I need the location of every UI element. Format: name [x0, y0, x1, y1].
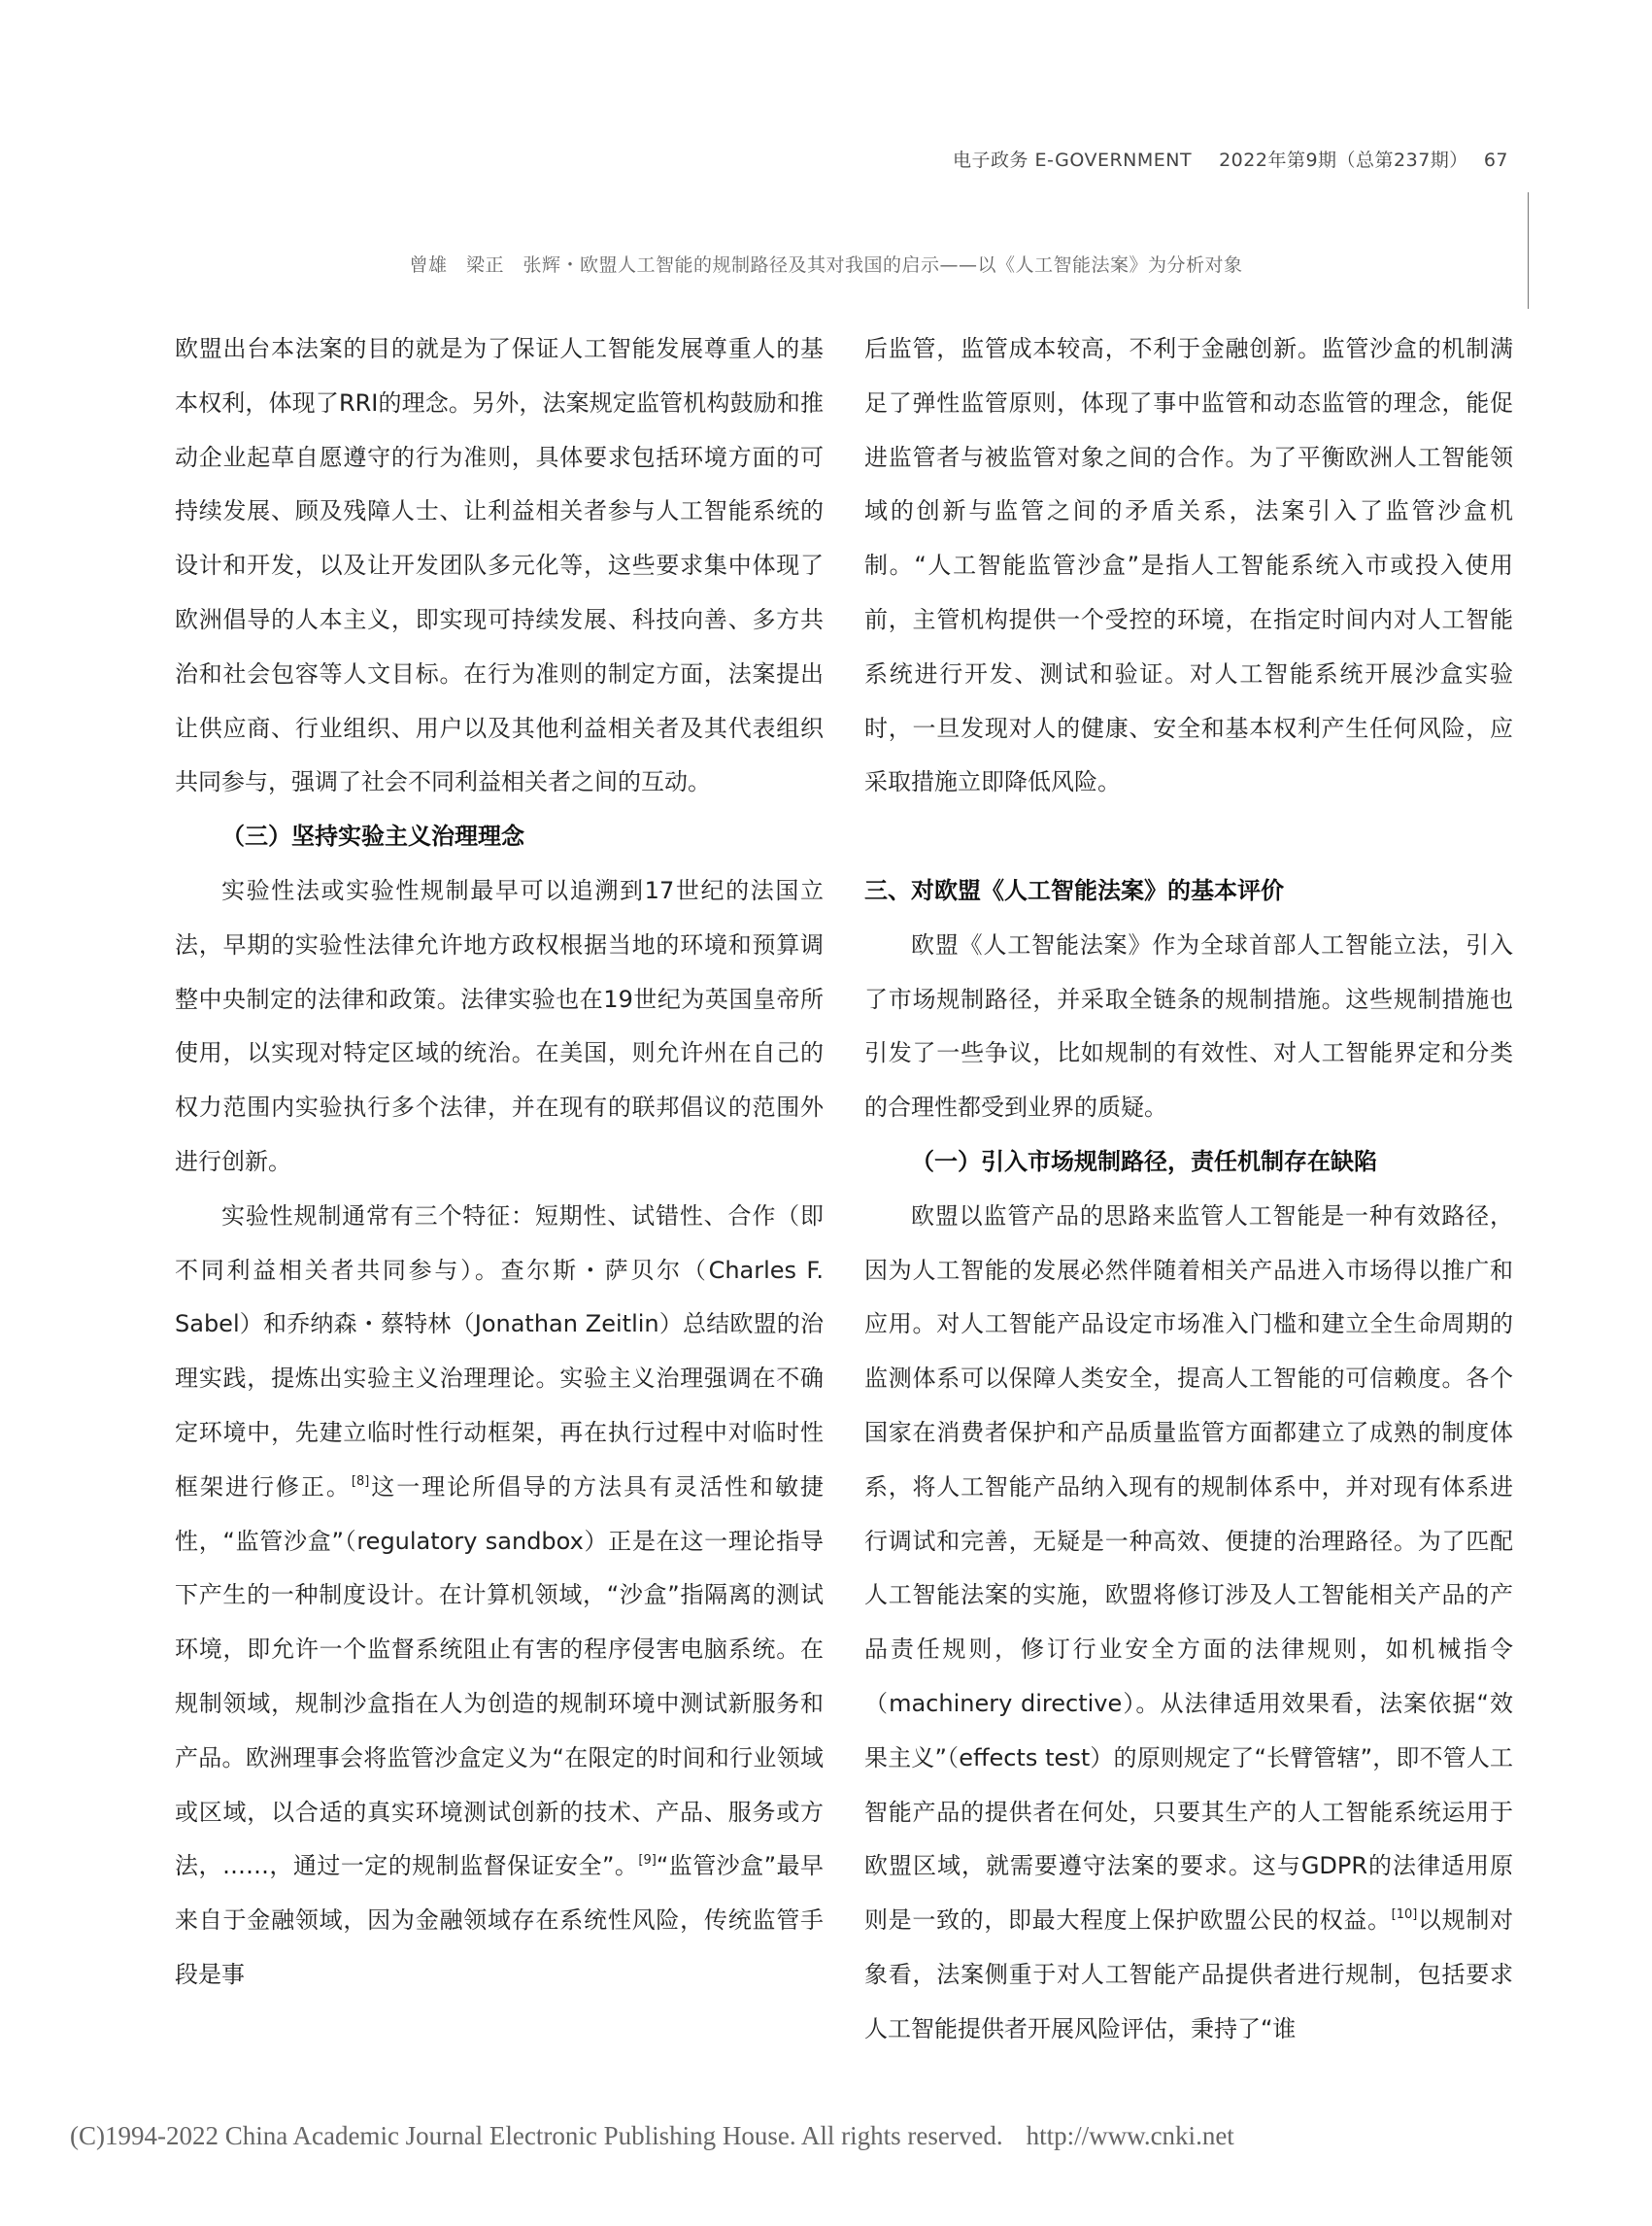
right-paragraph-1: 后监管，监管成本较高，不利于金融创新。监管沙盒的机制满足了弹性监管原则，体现了事中监管和动态监管的理念，能促进监管者与被监管对象之间的合作。为了平衡欧洲人工智能领域的创新与监管之间的矛盾关系，法案引入了监管沙盒机制。“人工智能监管沙盒”是指人工智能系统入市或投入使用前，主管机构提供一个受控的环境，在指定时间内对人工智能系统进行开发、测试和验证。对人工智能系统开展沙盒实验时，一旦发现对人的健康、安全和基本权利产生任何风险，应采取措施立即降低风险。 [864, 335, 1513, 796]
section-heading-3: 三、对欧盟《人工智能法案》的基本评价 [864, 876, 1284, 904]
left-column [175, 322, 824, 2003]
right-column [864, 322, 1513, 2057]
page-number: 67 [1483, 150, 1508, 171]
running-title: 曾雄 梁正 张辉・欧盟人工智能的规制路径及其对我国的启示——以《人工智能法案》为分析对象 [409, 254, 1243, 276]
right-paragraph-2: 欧盟《人工智能法案》作为全球首部人工智能立法，引入了市场规制路径，并采取全链条的规制措施。这些规制措施也引发了一些争议，比如规制的有效性、对人工智能界定和分类的合理性都受到业界的质疑。 [864, 930, 1513, 1122]
subsection-heading-3: （三）坚持实验主义治理理念 [221, 823, 524, 851]
citation-8[interactable]: [8] [351, 1473, 370, 1489]
left-paragraph-1: 欧盟出台本法案的目的就是为了保证人工智能发展尊重人的基本权利，体现了RRI的理念。另外，法案规定监管机构鼓励和推动企业起草自愿遵守的行为准则，具体要求包括环境方面的可持续发展、顾及残障人士、让利益相关者参与人工智能系统的设计和开发，以及让开发团队多元化等，这些要求集中体现了欧洲倡导的人本主义，即实现可持续发展、科技向善、多方共治和社会包容等人文目标。在行为准则的制定方面，法案提出让供应商、行业组织、用户以及其他利益相关者及其代表组织共同参与，强调了社会不同利益相关者之间的互动。 [175, 335, 824, 796]
right-paragraph-3 [864, 1190, 1513, 2057]
citation-9[interactable]: [9] [638, 1853, 657, 1869]
left-paragraph-3-part-c: “监管沙盒”最早来自于金融领域，因为金融领域存在系统性风险，传统监管手段是事 [175, 1852, 824, 1988]
left-paragraph-3 [175, 1190, 824, 2003]
left-paragraph-3-part-a: 实验性规制通常有三个特征：短期性、试错性、合作（即不同利益相关者共同参与）。查尔斯・萨贝尔（Charles F. Sabel）和乔纳森・蔡特林（Jonathan Zeitlin）总结欧盟的治理实践，提炼出实验主义治理理论。实验主义治理强调在不确定环境中，先建立临时性行动框架，再在执行过程中对临时性框架进行修正。 [175, 1201, 824, 1501]
cnki-link[interactable]: http://www.cnki.net [1026, 2121, 1234, 2150]
left-paragraph-2: 实验性法或实验性规制最早可以追溯到17世纪的法国立法，早期的实验性法律允许地方政权根据当地的环境和预算调整中央制定的法律和政策。法律实验也在19世纪为英国皇帝所使用，以实现对特定区域的统治。在美国，则允许州在自己的权力范围内实验执行多个法律，并在现有的联邦倡议的范围外进行创新。 [175, 876, 824, 1175]
subsection-heading-1: （一）引入市场规制路径，责任机制存在缺陷 [911, 1147, 1377, 1175]
copyright-footer [70, 2121, 1234, 2151]
section-gap [864, 810, 1513, 864]
journal-header [953, 146, 1508, 172]
citation-10[interactable]: [10] [1391, 1907, 1418, 1923]
journal-issue: 2022年第9期（总第237期） [1219, 150, 1468, 171]
right-paragraph-3-part-b: 以规制对象看，法案侧重于对人工智能产品提供者进行规制，包括要求人工智能提供者开展风险评估，秉持了“谁 [864, 1906, 1514, 2042]
left-paragraph-3-part-b: 这一理论所倡导的方法具有灵活性和敏捷性，“监管沙盒”（regulatory sandbox）正是在这一理论指导下产生的一种制度设计。在计算机领域，“沙盒”指隔离的测试环境，即允许一个监督系统阻止有害的程序侵害电脑系统。在规制领域，规制沙盒指在人为创造的规制环境中测试新服务和产品。欧洲理事会将监管沙盒定义为“在限定的时间和行业领域或区域，以合适的真实环境测试创新的技术、产品、服务或方法，……，通过一定的规制监督保证安全”。 [175, 1472, 825, 1880]
copyright-text: (C)1994-2022 China Academic Journal Electronic Publishing House. All rights reserved. [70, 2121, 1003, 2150]
journal-name: 电子政务 E-GOVERNMENT [953, 150, 1193, 171]
right-paragraph-3-part-a: 欧盟以监管产品的思路来监管人工智能是一种有效路径，因为人工智能的发展必然伴随着相关产品进入市场得以推广和应用。对人工智能产品设定市场准入门槛和建立全生命周期的监测体系可以保障人类安全，提高人工智能的可信赖度。各个国家在消费者保护和产品质量监管方面都建立了成熟的制度体系，将人工智能产品纳入现有的规制体系中，并对现有体系进行调试和完善，无疑是一种高效、便捷的治理路径。为了匹配人工智能法案的实施，欧盟将修订涉及人工智能相关产品的产品责任规则，修订行业安全方面的法律规则，如机械指令（machinery directive）。从法律适用效果看，法案依据“效果主义”（effects test）的原则规定了“长臂管辖”，即不管人工智能产品的提供者在何处，只要其生产的人工智能系统运用于欧盟区域，就需要遵守法案的要求。这与GDPR的法律适用原则是一致的，即最大程度上保护欧盟公民的权益。 [864, 1201, 1513, 1935]
